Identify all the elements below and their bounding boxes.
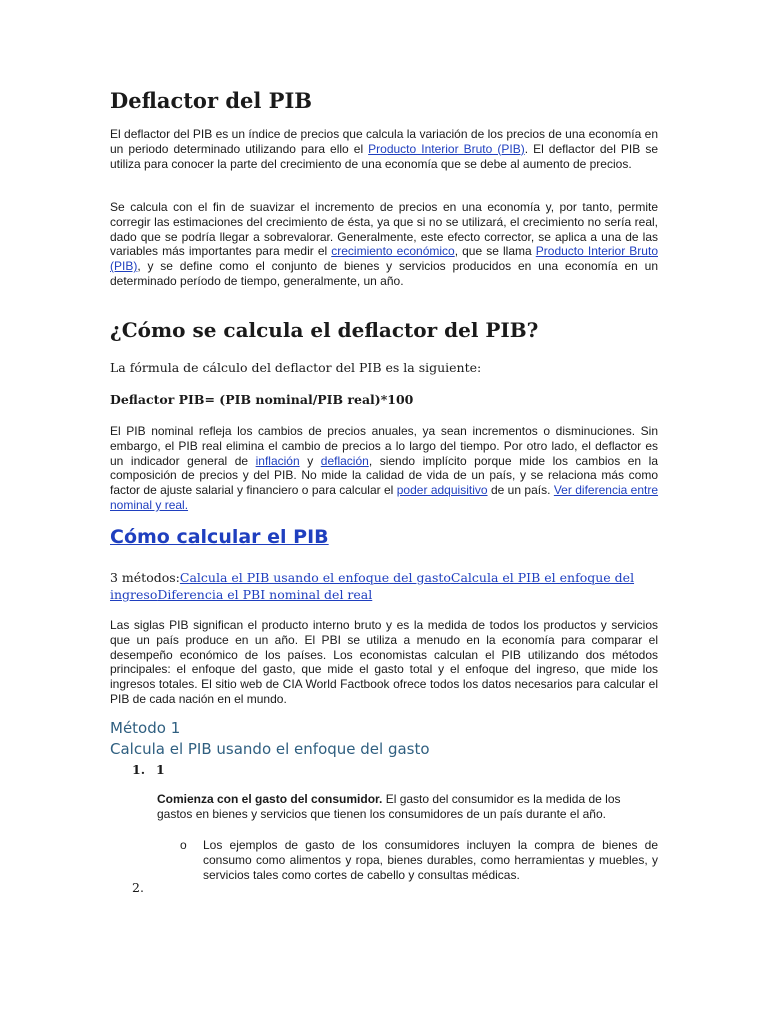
link-pib-2[interactable]: Producto Interior Bruto (PIB) bbox=[110, 244, 658, 274]
calculation-paragraph bbox=[110, 200, 658, 289]
link-metodo-ingreso[interactable]: Calcula el PIB el enfoque del ingreso bbox=[110, 570, 635, 602]
link-pib[interactable]: Producto Interior Bruto (PIB) bbox=[368, 141, 525, 156]
section-heading-como: ¿Cómo se calcula el deflactor del PIB? bbox=[110, 318, 539, 342]
text-run: , que se llama bbox=[454, 244, 536, 259]
link-crecimiento-economico[interactable]: crecimiento económico bbox=[331, 244, 455, 259]
list-number-1: 1. bbox=[132, 762, 146, 777]
link-como-calcular-pib[interactable]: Cómo calcular el PIB bbox=[110, 526, 329, 548]
link-metodo-nominal-real[interactable]: Diferencia el PBI nominal del real bbox=[157, 587, 373, 602]
text-run: , siendo implícito porque mide los cambios en la composición de precios y del PIB. No mide la calidad de vida de un país, y se relaciona más como factor de ajuste salarial y financiero o para calcular el bbox=[110, 453, 658, 498]
formula-intro: La fórmula de cálculo del deflactor del PIB es la siguiente: bbox=[110, 360, 482, 375]
link-ver-diferencia[interactable]: Ver diferencia entre nominal y real. bbox=[110, 483, 659, 512]
method-1-label: Método 1 bbox=[110, 719, 181, 737]
text-run: de un país. bbox=[487, 483, 554, 498]
link-poder-adquisitivo[interactable]: poder adquisitivo bbox=[396, 483, 488, 498]
text-run: El PIB nominal refleja los cambios de precios anuales, ya sean incrementos o disminuciones. Sin embargo, el PIB real elimina el cambio de precios a lo largo del tiempo. Por otro lado, el deflactor es un indicador general de bbox=[110, 424, 658, 468]
text-run: El deflactor del PIB es un índice de precios que calcula la variación de los precios de una economía en un periodo determinado utilizando para ello el bbox=[110, 127, 658, 156]
bullet-text: Los ejemplos de gasto de los consumidores incluyen la compra de bienes de consumo como alimentos y ropa, bienes durables, como herramientas y muebles, y servicios tales como cortes de cabello y consultas médicas. bbox=[203, 838, 658, 882]
formula: Deflactor PIB= (PIB nominal/PIB real)*100 bbox=[110, 392, 414, 407]
step-bold: Comienza con el gasto del consumidor. bbox=[157, 792, 383, 806]
intro-paragraph bbox=[110, 127, 658, 171]
step-heading: 1 bbox=[156, 762, 165, 777]
methods-line bbox=[110, 569, 650, 603]
link-inflacion[interactable]: inflación bbox=[255, 453, 300, 468]
text-run: . El deflactor del PIB se utiliza para conocer la parte del crecimiento de una economía que se debe al aumento de precios. bbox=[110, 141, 658, 171]
nominal-real-paragraph bbox=[110, 424, 658, 513]
text-run: y bbox=[299, 453, 321, 468]
pib-paragraph: Las siglas PIB significan el producto interno bruto y es la medida de todos los productos y servicios que un país produce en un año. El PBI se utiliza a menudo en la economía para comparar el desempeño económico de los países. Los economistas calculan el PIB utilizando dos métodos principales: el enfoque del gasto, que mide el gasto total y el enfoque del ingreso, que mide los ingresos totales. El sitio web de CIA World Factbook ofrece todos los datos necesarios para calcular el PIB de cada nación en el mundo. bbox=[110, 618, 658, 706]
text-run: El gasto del consumidor es la medida de los gastos en bienes y servicios que tienen los consumidores de un país durante el año. bbox=[157, 792, 621, 821]
link-metodo-gasto[interactable]: Calcula el PIB usando el enfoque del gasto bbox=[179, 570, 451, 585]
list-number-2: 2. bbox=[132, 880, 144, 895]
step-paragraph bbox=[157, 792, 658, 822]
methods-prefix: 3 métodos: bbox=[110, 570, 180, 585]
bullet-marker: o bbox=[180, 838, 187, 852]
text-run: Se calcula con el fin de suavizar el incremento de precios en una economía y, por tanto, permite corregir las estimaciones del crecimiento de ésta, ya que si no se utilizará, el crecimiento no sería real, dado que se podría llegar a sobrevalorar. Generalmente, este efecto corrector, se aplica a una de las variables más importantes para medir el bbox=[110, 200, 658, 259]
method-1-title: Calcula el PIB usando el enfoque del gasto bbox=[110, 740, 430, 758]
link-deflacion[interactable]: deflación bbox=[320, 453, 369, 468]
text-run: , y se define como el conjunto de bienes y servicios producidos en una economía en un determinado período de tiempo, generalmente, un año. bbox=[110, 259, 658, 288]
page-title: Deflactor del PIB bbox=[110, 88, 313, 113]
